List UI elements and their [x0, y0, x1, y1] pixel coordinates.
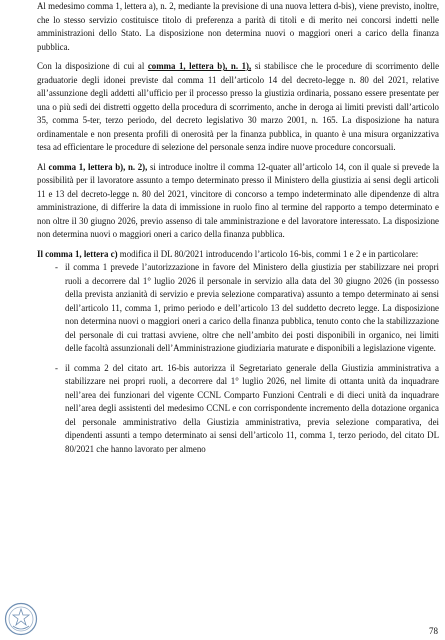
paragraph-3-ref: comma 1, lettera b), n. 2),	[48, 161, 148, 172]
list-marker: -	[55, 362, 58, 373]
list-item-text: il comma 2 del citato art. 16-bis autorizza il Segretariato generale della Giustizia amministrativa a stabilizzare nei propri ruoli, a decorrere dal 1° luglio 2026, nel limite di ottanta unità da inquadrare nell’area dei funzionari del vigente CCNL Comparto Funzioni Centrali e di dieci unità da inquadrare nell’area degli assistenti del medesimo CCNL e con corrispondente incremento della dotazione organica del personale amministrativo della Giustizia amministrativa, previa selezione comparativa, dei dipendenti assunti a tempo determinato ai sensi dell’articolo 11, comma 1, terzo periodo, del citato DL 80/2021 che hanno lavorato per almeno	[65, 362, 439, 454]
paragraph-2-ref: comma 1, lettera b), n. 1),	[147, 61, 252, 71]
paragraph-3-lead: Al	[37, 161, 49, 172]
emblem-seal-icon	[4, 602, 38, 636]
list-item	[55, 362, 439, 457]
paragraph-3	[37, 161, 439, 242]
paragraph-2	[37, 60, 439, 155]
list-item	[55, 261, 439, 356]
paragraph-2-lead: Con la disposizione di cui al	[37, 61, 148, 71]
list-marker: -	[55, 262, 58, 272]
paragraph-3-rest: si introduce inoltre il comma 12-quater all’articolo 14, con il quale si prevede la possibilità per il lavoratore assunto a tempo determinato presso il Ministero della giustizia ai sensi degli articoli 11 e 13 del decreto-legge n. 80 del 2021, vincitore di concorso a tempo indeterminato alle dipendenze di altra amministrazione, di differire la data di immissione in ruolo fino al termine del rapporto a tempo determinato e non oltre il 30 giugno 2026, previo assenso di tale amministrazione e del lavoratore interessato. La disposizione non determina nuovi o maggiori oneri a carico della finanza pubblica.	[37, 161, 440, 239]
dash-list	[37, 261, 439, 456]
page-number: 78	[429, 626, 438, 636]
paragraph-4	[37, 248, 439, 262]
paragraph-1: Al medesimo comma 1, lettera a), n. 2, mediante la previsione di una nuova lettera d-bis), viene previsto, inoltre, che lo stesso servizio costituisce titolo di preferenza a parità di titoli e di merito nei concorsi indetti nelle amministrazioni dello Stato. La disposizione non determina nuovi o maggiori oneri a carico della finanza pubblica.	[37, 1, 439, 52]
paragraph-4-lead: Il comma 1, lettera c)	[37, 248, 118, 259]
document-page	[37, 0, 439, 456]
paragraph-2-rest: si stabilisce che le procedure di scorrimento delle graduatorie degli idonei previste dal comma 11 dell’articolo 14 del decreto-legge n. 80 del 2021, relative all’assunzione degli addetti all’ufficio per il processo presso la giustizia ordinaria, possano essere presentate per una o più sedi dei distretti oggetto della procedura di scorrimento, anche in deroga ai limiti previsti dall’articolo 35, comma 5-ter, terzo periodo, del decreto legislativo 30 marzo 2001, n. 165. La disposizione ha natura ordinamentale e non presenta profili di onerosità per la finanza pubblica, in quanto è una misura organizzativa tesa ad efficientare le procedure di selezione del personale senza indire nuove procedure concorsuali.	[37, 61, 440, 152]
paragraph-4-rest: modifica il DL 80/2021 introducendo l’articolo 16-bis, commi 1 e 2 e in particolare:	[117, 248, 419, 259]
list-item-text: il comma 1 prevede l’autorizzazione in favore del Ministero della giustizia per stabilizzare nei propri ruoli a decorrere dal 1° luglio 2026 il personale in servizio alla data del 30 giugno 2026 (in possesso della prevista anzianità di servizio e previa selezione comparativa) assunto a tempo determinato ai sensi dell’articolo 11, comma 1, primo periodo e dell’articolo 13 del suddetto decreto legge. La disposizione non determina nuovi o maggiori oneri a carico della finanza pubblica, tenuto conto che la stabilizzazione del personale di cui trattasi avviene, oltre che nell’ambito dei posti disponibili in organico, nei limiti delle facoltà assunzionali dell’Amministrazione giudiziaria maturate e disponibili a legislazione vigente.	[65, 262, 439, 353]
